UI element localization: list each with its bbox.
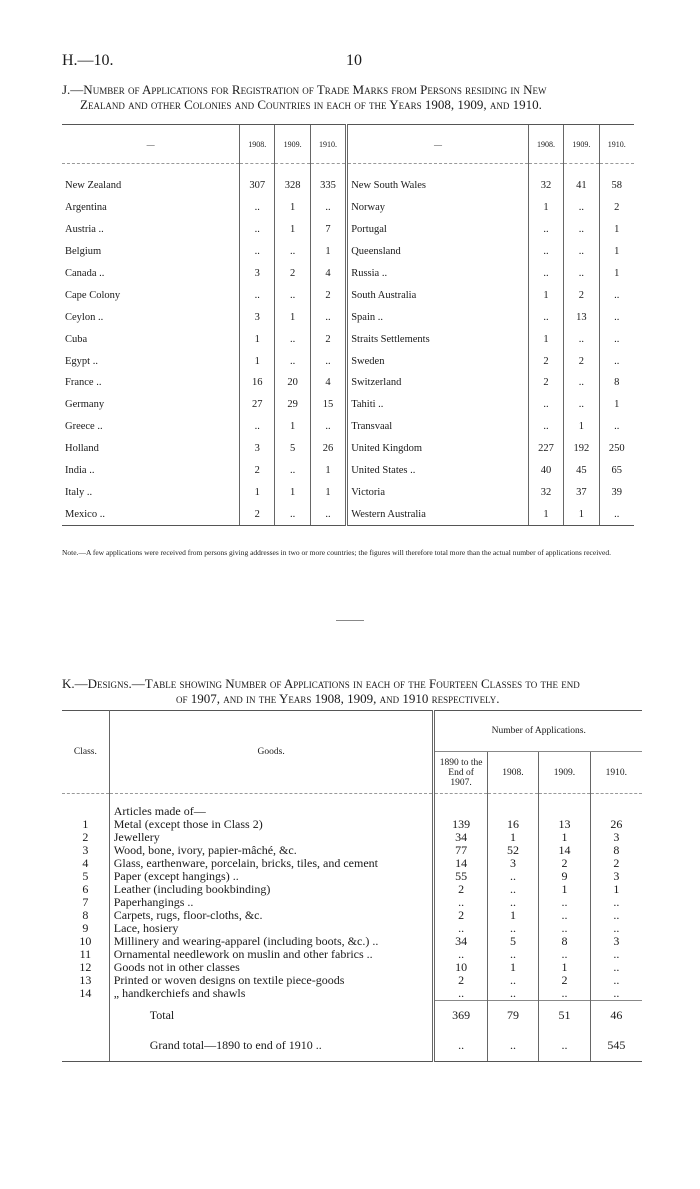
class-cell: 9 xyxy=(62,922,109,935)
goods-cell: Lace, hosiery xyxy=(109,922,434,935)
country-cell: Greece .. xyxy=(65,421,103,433)
value-cell: 2 xyxy=(564,350,599,372)
value-cell: 1 xyxy=(528,197,563,219)
value-cell: .. xyxy=(528,241,563,263)
value-cell: .. xyxy=(275,350,310,372)
value-cell: 1 xyxy=(528,328,563,350)
value-cell: 2 xyxy=(240,460,275,482)
value-cell: 26 xyxy=(310,438,346,460)
value-cell: 52 xyxy=(487,844,538,857)
value-cell: .. xyxy=(240,416,275,438)
col-year: 1910. xyxy=(590,752,642,794)
country-cell: Spain .. xyxy=(351,311,383,323)
value-cell: .. xyxy=(539,922,590,935)
designs-table xyxy=(62,710,642,1062)
value-cell: 2 xyxy=(458,882,465,896)
table-row xyxy=(62,481,634,503)
value-cell: .. xyxy=(487,883,538,896)
value-cell: 34 xyxy=(455,830,468,844)
value-cell: 65 xyxy=(599,460,634,482)
value-cell: 3 xyxy=(240,438,275,460)
country-cell: United States .. xyxy=(351,465,416,477)
value-cell: .. xyxy=(458,947,465,961)
value-cell: .. xyxy=(310,503,346,525)
class-cell: 12 xyxy=(62,961,109,974)
page-number: 10 xyxy=(346,52,362,69)
value-cell: 4 xyxy=(310,372,346,394)
value-cell: 1 xyxy=(528,284,563,306)
country-cell: Belgium xyxy=(65,246,102,258)
value-cell: 1 xyxy=(487,909,538,922)
class-cell xyxy=(62,1031,109,1062)
value-cell: .. xyxy=(539,909,590,922)
value-cell: 4 xyxy=(310,263,346,285)
goods-cell: Goods not in other classes xyxy=(109,961,434,974)
value-cell: .. xyxy=(564,219,599,241)
country-cell: Argentina xyxy=(65,202,107,214)
value-cell: .. xyxy=(240,284,275,306)
col-country-right: — xyxy=(347,125,529,164)
value-cell: 14 xyxy=(539,844,590,857)
value-cell: 8 xyxy=(590,844,642,857)
value-cell: .. xyxy=(487,896,538,909)
col-year: 1910. xyxy=(599,125,634,164)
value-cell: 34 xyxy=(455,934,468,948)
section-divider xyxy=(336,620,364,621)
value-cell: 51 xyxy=(539,1001,590,1031)
country-cell: Italy .. xyxy=(65,486,93,498)
table-row xyxy=(62,306,634,328)
col-group: Number of Applications. xyxy=(434,711,642,752)
col-year: 1908. xyxy=(528,125,563,164)
value-cell: 3 xyxy=(590,831,642,844)
value-cell: .. xyxy=(539,1031,590,1062)
value-cell: .. xyxy=(564,197,599,219)
value-cell: 3 xyxy=(590,935,642,948)
value-cell: 1 xyxy=(599,219,634,241)
country-cell: Switzerland xyxy=(351,377,402,389)
country-cell: Portugal xyxy=(351,224,387,236)
table-row xyxy=(62,438,634,460)
value-cell: .. xyxy=(487,974,538,987)
col-year: 1909. xyxy=(539,752,590,794)
value-cell: 1 xyxy=(240,350,275,372)
value-cell: 2 xyxy=(458,973,465,987)
value-cell: .. xyxy=(275,241,310,263)
value-cell: 1 xyxy=(240,481,275,503)
country-cell: India .. xyxy=(65,465,95,477)
value-cell: .. xyxy=(539,896,590,909)
country-cell: Western Australia xyxy=(347,503,529,525)
country-cell: Austria .. xyxy=(65,224,104,236)
table-row xyxy=(62,987,642,1001)
value-cell: 29 xyxy=(275,394,310,416)
value-cell: 14 xyxy=(455,856,468,870)
value-cell: 2 xyxy=(539,857,590,870)
value-cell: .. xyxy=(240,219,275,241)
value-cell: 1 xyxy=(564,416,599,438)
class-cell: 8 xyxy=(62,909,109,922)
value-cell: 1 xyxy=(599,394,634,416)
country-cell: Ceylon .. xyxy=(65,311,104,323)
table-row xyxy=(62,974,642,987)
value-cell: 2 xyxy=(310,284,346,306)
value-cell: 2 xyxy=(275,263,310,285)
value-cell: 545 xyxy=(590,1031,642,1062)
value-cell: 1 xyxy=(590,883,642,896)
page-code: H.—10. xyxy=(62,52,114,69)
country-cell: Tahiti .. xyxy=(351,399,384,411)
value-cell: 41 xyxy=(564,175,599,197)
trade-marks-title: J.—Number of Applications for Registration of Trade Marks from Persons residing in New Zealand and other Colonies and Countries in each of the Years 1908, 1909, and 1910. xyxy=(62,82,547,112)
goods-cell: Paper (except hangings) .. xyxy=(109,870,434,883)
value-cell: .. xyxy=(539,948,590,961)
value-cell: 79 xyxy=(487,1001,538,1031)
country-cell: Egypt .. xyxy=(65,355,98,367)
country-cell: Canada .. xyxy=(65,268,105,279)
class-cell: 6 xyxy=(62,883,109,896)
value-cell: 16 xyxy=(487,818,538,831)
col-goods: Goods. xyxy=(109,711,434,794)
value-cell: 369 xyxy=(434,1001,487,1031)
col-year: 1909. xyxy=(564,125,599,164)
class-cell: 10 xyxy=(62,935,109,948)
table-row xyxy=(62,175,634,197)
value-cell: 5 xyxy=(275,438,310,460)
value-cell: 2 xyxy=(599,197,634,219)
value-cell: 2 xyxy=(590,857,642,870)
value-cell: 2 xyxy=(528,350,563,372)
table-row xyxy=(62,416,634,438)
value-cell: 335 xyxy=(310,175,346,197)
value-cell: 1 xyxy=(275,481,310,503)
class-cell: 13 xyxy=(62,974,109,987)
country-cell: France .. xyxy=(65,377,102,389)
value-cell: .. xyxy=(590,922,642,935)
value-cell: 1 xyxy=(240,328,275,350)
goods-cell: Ornamental needlework on muslin and other fabrics .. xyxy=(109,948,434,961)
value-cell: 1 xyxy=(599,241,634,263)
value-cell: 307 xyxy=(240,175,275,197)
country-cell: Holland xyxy=(65,443,99,455)
value-cell: .. xyxy=(310,416,346,438)
value-cell: .. xyxy=(275,328,310,350)
value-cell: 1 xyxy=(599,263,634,285)
value-cell: .. xyxy=(310,197,346,219)
value-cell: 1 xyxy=(275,219,310,241)
value-cell: 8 xyxy=(539,935,590,948)
value-cell: 9 xyxy=(539,870,590,883)
class-cell: 11 xyxy=(62,948,109,961)
value-cell: 20 xyxy=(275,372,310,394)
value-cell: 39 xyxy=(599,481,634,503)
value-cell: 139 xyxy=(452,817,471,831)
class-cell: 1 xyxy=(62,818,109,831)
value-cell: .. xyxy=(564,328,599,350)
value-cell: 2 xyxy=(458,908,465,922)
country-cell: Norway xyxy=(351,202,386,214)
value-cell: 2 xyxy=(539,974,590,987)
value-cell: 1 xyxy=(539,883,590,896)
class-cell: 7 xyxy=(62,896,109,909)
value-cell: .. xyxy=(590,974,642,987)
table-row xyxy=(62,197,634,219)
value-cell: 1 xyxy=(564,503,599,525)
value-cell: .. xyxy=(528,394,563,416)
value-cell: .. xyxy=(590,896,642,909)
country-cell: Russia .. xyxy=(351,268,388,279)
country-cell: Cuba xyxy=(65,333,88,345)
country-cell: South Australia xyxy=(351,289,417,301)
value-cell: .. xyxy=(458,921,465,935)
value-cell: 2 xyxy=(310,328,346,350)
table-row xyxy=(62,284,634,306)
value-cell: .. xyxy=(599,350,634,372)
value-cell: 13 xyxy=(539,818,590,831)
col-year: 1908. xyxy=(240,125,275,164)
value-cell: 26 xyxy=(590,818,642,831)
class-cell: 5 xyxy=(62,870,109,883)
col-year: 1909. xyxy=(275,125,310,164)
value-cell: .. xyxy=(599,306,634,328)
value-cell: 3 xyxy=(487,857,538,870)
value-cell: .. xyxy=(275,284,310,306)
value-cell: .. xyxy=(458,986,465,1000)
trade-marks-note: Note.—A few applications were received from persons giving addresses in two or more countries; the figures will therefore total more than the actual number of applications received. xyxy=(62,548,611,557)
country-cell: Victoria xyxy=(351,486,385,498)
class-cell: 2 xyxy=(62,831,109,844)
value-cell: 250 xyxy=(599,438,634,460)
value-cell: 1 xyxy=(310,241,346,263)
value-cell: .. xyxy=(528,263,563,285)
value-cell: .. xyxy=(487,870,538,883)
value-cell: .. xyxy=(590,961,642,974)
intro-label: Articles made of— xyxy=(109,794,434,819)
value-cell: 15 xyxy=(310,394,346,416)
goods-cell: Wood, bone, ivory, papier-mâché, &c. xyxy=(109,844,434,857)
value-cell: .. xyxy=(528,416,563,438)
value-cell: 1 xyxy=(275,306,310,328)
value-cell: .. xyxy=(590,948,642,961)
value-cell: .. xyxy=(599,328,634,350)
value-cell: .. xyxy=(539,987,590,1001)
value-cell: .. xyxy=(275,503,310,525)
value-cell: 5 xyxy=(487,935,538,948)
value-cell: 1 xyxy=(539,831,590,844)
value-cell: .. xyxy=(487,1031,538,1062)
value-cell: 1 xyxy=(487,961,538,974)
table-row xyxy=(62,328,634,350)
value-cell: .. xyxy=(564,263,599,285)
value-cell: .. xyxy=(599,416,634,438)
trade-marks-table xyxy=(62,124,634,526)
value-cell: .. xyxy=(564,241,599,263)
value-cell: 1 xyxy=(310,460,346,482)
country-cell: Queensland xyxy=(351,246,401,258)
value-cell: .. xyxy=(564,372,599,394)
designs-title: K.—Designs.—Table showing Number of Applications in each of the Fourteen Classes to the end of 1907, and in the Years 1908, 1909, and 1910 respectively. xyxy=(62,676,580,706)
class-cell: 14 xyxy=(62,987,109,1001)
value-cell: .. xyxy=(275,460,310,482)
value-cell: 37 xyxy=(564,481,599,503)
col-class: Class. xyxy=(62,711,109,794)
value-cell: 2 xyxy=(240,503,275,525)
table-row xyxy=(62,460,634,482)
table-row xyxy=(62,219,634,241)
value-cell: 1 xyxy=(310,481,346,503)
value-cell: 192 xyxy=(564,438,599,460)
value-cell: 3 xyxy=(240,306,275,328)
goods-cell: Millinery and wearing-apparel (including boots, &c.) .. xyxy=(109,935,434,948)
goods-cell: Leather (including bookbinding) xyxy=(109,883,434,896)
value-cell: .. xyxy=(487,987,538,1001)
country-cell: Sweden xyxy=(351,355,385,367)
value-cell: 16 xyxy=(240,372,275,394)
table-row xyxy=(62,350,634,372)
value-cell: .. xyxy=(528,306,563,328)
goods-cell: Jewellery xyxy=(109,831,434,844)
value-cell: 3 xyxy=(240,263,275,285)
goods-cell: Glass, earthenware, porcelain, bricks, tiles, and cement xyxy=(109,857,434,870)
country-cell: United Kingdom xyxy=(351,443,423,455)
col-year: 1908. xyxy=(487,752,538,794)
country-cell: Germany xyxy=(65,399,105,411)
total-row xyxy=(62,1001,642,1031)
value-cell: 328 xyxy=(275,175,310,197)
total-label: Grand total—1890 to end of 1910 .. xyxy=(109,1031,434,1062)
country-cell: Transvaal xyxy=(351,421,393,433)
value-cell: 32 xyxy=(528,481,563,503)
value-cell: 7 xyxy=(310,219,346,241)
value-cell: 77 xyxy=(455,843,468,857)
value-cell: 1 xyxy=(539,961,590,974)
value-cell: 40 xyxy=(528,460,563,482)
value-cell: .. xyxy=(240,241,275,263)
value-cell: .. xyxy=(310,306,346,328)
value-cell: 1 xyxy=(275,197,310,219)
col-year: 1890 to the End of 1907. xyxy=(439,757,483,788)
value-cell: 55 xyxy=(455,869,468,883)
table-row xyxy=(62,394,634,416)
value-cell: 3 xyxy=(590,870,642,883)
table-row xyxy=(62,241,634,263)
country-cell: New South Wales xyxy=(351,180,426,192)
value-cell: .. xyxy=(528,219,563,241)
country-cell: Straits Settlements xyxy=(351,333,430,345)
class-cell: 3 xyxy=(62,844,109,857)
value-cell: 2 xyxy=(564,284,599,306)
value-cell: .. xyxy=(599,284,634,306)
class-cell: 4 xyxy=(62,857,109,870)
value-cell: 32 xyxy=(528,175,563,197)
value-cell: .. xyxy=(487,948,538,961)
col-year: 1910. xyxy=(310,125,346,164)
value-cell: 1 xyxy=(487,831,538,844)
goods-cell: Printed or woven designs on textile piece-goods xyxy=(109,974,434,987)
table-row xyxy=(62,263,634,285)
country-cell: New Zealand xyxy=(65,180,122,192)
grand-total-row xyxy=(62,1031,642,1062)
country-cell: Cape Colony xyxy=(65,289,121,301)
value-cell: 45 xyxy=(564,460,599,482)
value-cell: 46 xyxy=(590,1001,642,1031)
value-cell: .. xyxy=(487,922,538,935)
goods-cell: Paperhangings .. xyxy=(109,896,434,909)
value-cell: .. xyxy=(240,197,275,219)
goods-cell: „ handkerchiefs and shawls xyxy=(109,987,434,1001)
goods-cell: Metal (except those in Class 2) xyxy=(109,818,434,831)
country-cell: Mexico .. xyxy=(62,503,240,525)
value-cell: 2 xyxy=(528,372,563,394)
value-cell: .. xyxy=(564,394,599,416)
value-cell: .. xyxy=(434,1031,487,1062)
value-cell: 27 xyxy=(240,394,275,416)
table-row xyxy=(62,372,634,394)
total-label: Total xyxy=(109,1001,434,1031)
value-cell: 1 xyxy=(275,416,310,438)
class-cell xyxy=(62,1001,109,1031)
value-cell: .. xyxy=(310,350,346,372)
value-cell: 13 xyxy=(564,306,599,328)
value-cell: .. xyxy=(458,895,465,909)
value-cell: .. xyxy=(599,503,634,525)
value-cell: 58 xyxy=(599,175,634,197)
value-cell: .. xyxy=(590,987,642,1001)
value-cell: 227 xyxy=(528,438,563,460)
value-cell: .. xyxy=(590,909,642,922)
col-country-left: — xyxy=(62,125,240,164)
value-cell: 10 xyxy=(455,960,468,974)
table-row xyxy=(62,503,634,525)
value-cell: 8 xyxy=(599,372,634,394)
goods-cell: Carpets, rugs, floor-cloths, &c. xyxy=(109,909,434,922)
value-cell: 1 xyxy=(528,503,563,525)
